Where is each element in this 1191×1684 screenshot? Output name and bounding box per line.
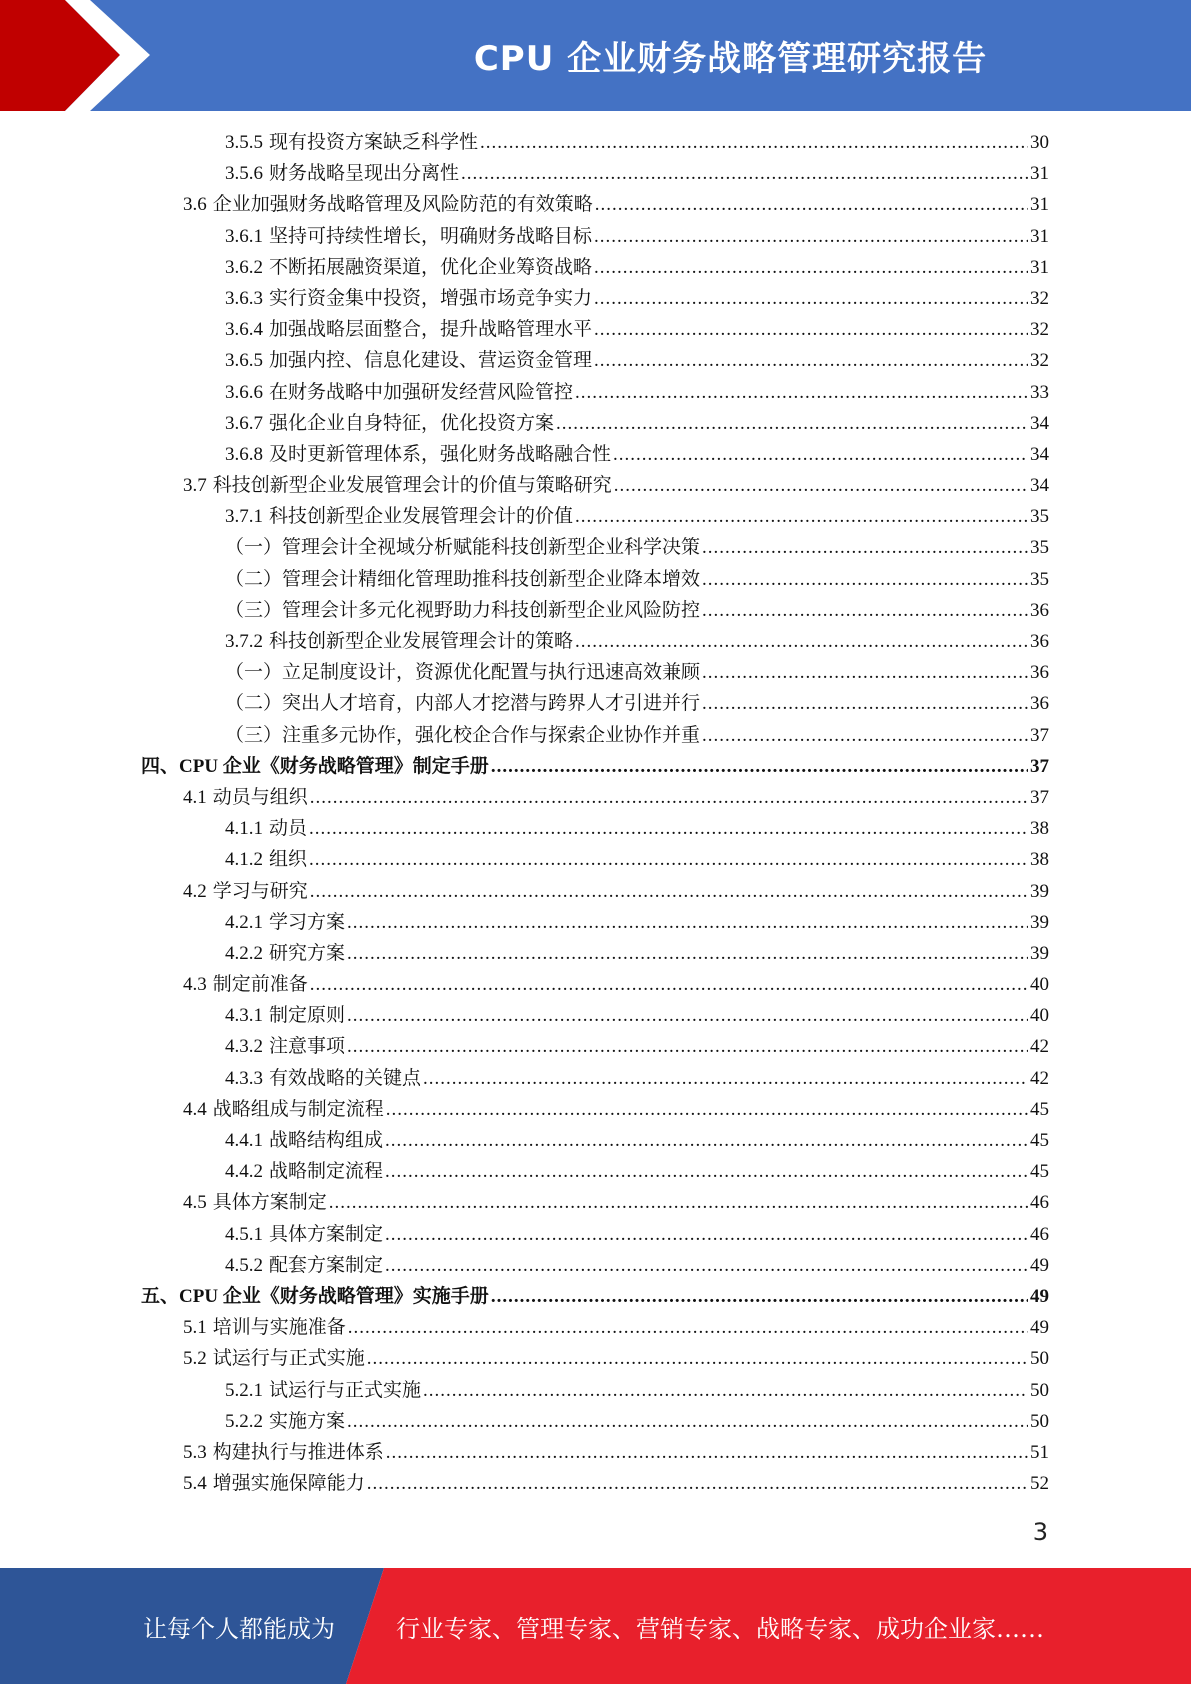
toc-entry[interactable] — [141, 158, 1049, 189]
toc-entry-page: 50 — [1030, 1348, 1049, 1370]
toc-leader-dots — [575, 501, 1028, 532]
toc-entry-number: 4.3.2 — [225, 1036, 263, 1058]
footer-slogan-right: 行业专家、管理专家、营销专家、战略专家、成功企业家…… — [396, 1614, 1044, 1643]
toc-leader-dots — [480, 127, 1028, 158]
toc-entry-title: 财务战略呈现出分离性 — [269, 163, 460, 185]
toc-leader-dots — [702, 564, 1028, 595]
toc-entry-page: 31 — [1030, 194, 1049, 216]
toc-entry-page: 34 — [1030, 412, 1049, 434]
toc-entry-title: 培训与实施准备 — [212, 1317, 346, 1339]
toc-entry-title: 学习方案 — [269, 911, 346, 933]
toc-entry-number: 4.5 — [183, 1192, 207, 1214]
toc-entry-title: （二）突出人才培育，内部人才挖潜与跨界人才引进并行 — [225, 693, 701, 715]
toc-entry-number: 4.4.2 — [225, 1161, 263, 1183]
toc-leader-dots — [491, 1281, 1028, 1312]
page-footer — [0, 1568, 1191, 1684]
toc-entry[interactable] — [141, 1063, 1049, 1094]
toc-entry-title: 学习与研究 — [212, 880, 308, 902]
toc-entry-page: 35 — [1030, 537, 1049, 559]
toc-entry-number: 3.6.2 — [225, 256, 263, 278]
toc-entry-title: （二）管理会计精细化管理助推科技创新型企业降本增效 — [225, 568, 701, 590]
toc-entry-page: 32 — [1030, 319, 1049, 341]
toc-entry-page: 49 — [1030, 1285, 1049, 1307]
table-of-contents — [141, 127, 1049, 1499]
toc-leader-dots — [348, 1312, 1028, 1343]
toc-leader-dots — [347, 938, 1028, 969]
toc-entry-page: 39 — [1030, 880, 1049, 902]
toc-entry-page: 36 — [1030, 631, 1049, 652]
toc-entry[interactable] — [141, 439, 1049, 470]
toc-entry-title: 加强内控、信息化建设、营运资金管理 — [269, 350, 593, 372]
toc-leader-dots — [423, 1375, 1028, 1406]
toc-leader-dots — [386, 1437, 1028, 1468]
toc-entry-number: 4.3 — [183, 974, 207, 996]
toc-leader-dots — [613, 439, 1028, 470]
toc-entry[interactable] — [141, 1250, 1049, 1281]
toc-leader-dots — [367, 1468, 1028, 1499]
toc-entry-number: 4.4.1 — [225, 1130, 263, 1151]
toc-entry-title: 制定原则 — [269, 1005, 346, 1027]
toc-leader-dots — [594, 283, 1028, 314]
toc-entry-title: 加强战略层面整合，提升战略管理水平 — [269, 319, 593, 341]
toc-entry-number: 3.7 — [183, 475, 207, 497]
toc-entry-title: 坚持可持续性增长，明确财务战略目标 — [269, 225, 593, 247]
toc-entry[interactable] — [141, 876, 1049, 907]
toc-entry-number: 3.7.1 — [225, 506, 263, 528]
toc-entry-title: 科技创新型企业发展管理会计的价值 — [269, 506, 574, 528]
toc-entry-page: 39 — [1030, 942, 1049, 964]
toc-leader-dots — [385, 1250, 1028, 1281]
toc-entry-page: 45 — [1030, 1130, 1049, 1151]
footer-slogan-left: 让每个人都能成为 — [143, 1614, 335, 1643]
toc-entry[interactable] — [141, 564, 1049, 595]
toc-entry[interactable] — [141, 377, 1049, 408]
toc-leader-dots — [423, 1063, 1028, 1094]
toc-leader-dots — [594, 221, 1028, 252]
toc-entry-page: 38 — [1030, 849, 1049, 871]
toc-leader-dots — [310, 969, 1028, 1000]
toc-entry[interactable] — [141, 1468, 1049, 1499]
toc-entry-title: 增强实施保障能力 — [212, 1473, 365, 1495]
toc-entry[interactable] — [141, 1343, 1049, 1374]
toc-leader-dots — [595, 189, 1028, 220]
toc-entry-number: 3.6.1 — [225, 225, 263, 247]
toc-entry-title: 战略制定流程 — [269, 1161, 384, 1183]
toc-entry[interactable] — [141, 314, 1049, 345]
toc-entry[interactable] — [141, 1125, 1049, 1156]
toc-leader-dots — [309, 844, 1028, 875]
toc-entry-page: 40 — [1030, 1005, 1049, 1027]
toc-entry-page: 38 — [1030, 818, 1049, 840]
toc-entry[interactable] — [141, 688, 1049, 719]
toc-entry-number: 3.6.5 — [225, 350, 263, 372]
toc-entry-number: 3.6 — [183, 194, 207, 216]
toc-leader-dots — [329, 1187, 1028, 1218]
toc-entry-number: 3.6.4 — [225, 319, 263, 341]
toc-entry[interactable] — [141, 813, 1049, 844]
toc-leader-dots — [310, 876, 1028, 907]
toc-entry-title: 在财务战略中加强研发经营风险管控 — [269, 381, 574, 403]
toc-entry-page: 35 — [1030, 506, 1049, 528]
toc-entry-title: 研究方案 — [269, 942, 346, 964]
toc-entry-title: 强化企业自身特征，优化投资方案 — [269, 412, 555, 434]
toc-entry-number: 5.2.1 — [225, 1379, 263, 1401]
toc-leader-dots — [385, 1156, 1028, 1187]
toc-leader-dots — [347, 1031, 1028, 1062]
toc-entry-number: 3.6.7 — [225, 412, 263, 434]
toc-entry[interactable] — [141, 720, 1049, 751]
toc-entry-title: 试运行与正式实施 — [269, 1379, 422, 1401]
toc-entry-page: 33 — [1030, 381, 1049, 403]
toc-leader-dots — [575, 626, 1028, 657]
toc-entry-page: 32 — [1030, 350, 1049, 372]
toc-entry-title: 实施方案 — [269, 1410, 346, 1432]
toc-entry[interactable] — [141, 1406, 1049, 1437]
toc-entry-page: 30 — [1030, 132, 1049, 153]
toc-leader-dots — [594, 314, 1028, 345]
toc-entry-number: 3.6.8 — [225, 443, 263, 465]
toc-entry-page: 31 — [1030, 163, 1049, 185]
toc-leader-dots — [367, 1343, 1028, 1374]
toc-entry-page: 40 — [1030, 974, 1049, 996]
toc-entry[interactable] — [141, 1437, 1049, 1468]
toc-entry[interactable] — [141, 1187, 1049, 1218]
toc-entry-page: 51 — [1030, 1441, 1049, 1463]
toc-entry-title: 动员与组织 — [212, 786, 308, 808]
toc-entry-number: 5.2.2 — [225, 1410, 263, 1432]
toc-entry-page: 34 — [1030, 475, 1049, 497]
toc-entry-number: 3.6.6 — [225, 381, 263, 403]
toc-entry-number: 4.5.2 — [225, 1254, 263, 1276]
toc-leader-dots — [385, 1125, 1028, 1156]
toc-entry[interactable] — [141, 751, 1049, 782]
toc-leader-dots — [614, 470, 1028, 501]
toc-entry[interactable] — [141, 408, 1049, 439]
toc-entry[interactable] — [141, 938, 1049, 969]
toc-entry-title: （一）管理会计全视域分析赋能科技创新型企业科学决策 — [225, 537, 701, 559]
toc-entry-title: 战略结构组成 — [269, 1130, 384, 1151]
toc-leader-dots — [461, 158, 1028, 189]
toc-entry-title: 动员 — [269, 818, 308, 840]
toc-entry-number: 5.4 — [183, 1473, 207, 1495]
toc-entry[interactable] — [141, 969, 1049, 1000]
toc-entry-title: 注意事项 — [269, 1036, 346, 1058]
toc-entry-page: 45 — [1030, 1098, 1049, 1120]
toc-entry[interactable] — [141, 221, 1049, 252]
toc-entry-title: 五、CPU 企业《财务战略管理》实施手册 — [141, 1285, 489, 1307]
toc-leader-dots — [385, 1219, 1028, 1250]
toc-entry-title: 战略组成与制定流程 — [212, 1098, 384, 1120]
document-title: CPU 企业财务战略管理研究报告 — [473, 39, 988, 79]
toc-entry-page: 45 — [1030, 1161, 1049, 1183]
page-number: 3 — [1032, 1518, 1048, 1546]
toc-entry-title: 科技创新型企业发展管理会计的策略 — [269, 631, 574, 652]
chevron-arrow-icon — [0, 0, 160, 111]
toc-leader-dots — [594, 252, 1028, 283]
toc-entry-page: 49 — [1030, 1317, 1049, 1339]
toc-entry-page: 37 — [1030, 755, 1049, 777]
toc-entry-number: 5.1 — [183, 1317, 207, 1339]
toc-leader-dots — [347, 1406, 1028, 1437]
toc-entry[interactable] — [141, 1312, 1049, 1343]
toc-entry[interactable] — [141, 626, 1049, 657]
toc-entry[interactable] — [141, 470, 1049, 501]
toc-entry-page: 37 — [1030, 786, 1049, 808]
toc-entry-title: 现有投资方案缺乏科学性 — [269, 132, 479, 153]
toc-entry[interactable] — [141, 283, 1049, 314]
toc-leader-dots — [386, 1094, 1028, 1125]
toc-entry-title: 构建执行与推进体系 — [212, 1441, 384, 1463]
toc-entry-page: 39 — [1030, 911, 1049, 933]
toc-entry-title: 试运行与正式实施 — [212, 1348, 365, 1370]
toc-leader-dots — [702, 720, 1028, 751]
toc-entry[interactable] — [141, 189, 1049, 220]
toc-entry-page: 49 — [1030, 1254, 1049, 1276]
toc-entry[interactable] — [141, 1219, 1049, 1250]
toc-entry[interactable] — [141, 501, 1049, 532]
toc-entry[interactable] — [141, 907, 1049, 938]
toc-entry-title: 具体方案制定 — [269, 1223, 384, 1245]
toc-entry[interactable] — [141, 1031, 1049, 1062]
toc-entry-title: 实行资金集中投资，增强市场竞争实力 — [269, 287, 593, 309]
toc-entry[interactable] — [141, 1156, 1049, 1187]
toc-leader-dots — [491, 751, 1028, 782]
toc-entry-number: 5.3 — [183, 1441, 207, 1463]
toc-entry[interactable] — [141, 1375, 1049, 1406]
toc-entry-number: 4.4 — [183, 1098, 207, 1120]
toc-entry-title: 配套方案制定 — [269, 1254, 384, 1276]
toc-entry-page: 31 — [1030, 256, 1049, 278]
toc-leader-dots — [310, 782, 1028, 813]
toc-entry-number: 3.5.6 — [225, 163, 263, 185]
toc-leader-dots — [575, 377, 1028, 408]
toc-leader-dots — [347, 907, 1028, 938]
toc-leader-dots — [702, 532, 1028, 563]
toc-entry-page: 50 — [1030, 1410, 1049, 1432]
toc-entry-number: 4.3.1 — [225, 1005, 263, 1027]
toc-entry-title: 及时更新管理体系，强化财务战略融合性 — [269, 443, 612, 465]
toc-entry[interactable] — [141, 532, 1049, 563]
toc-entry-title: 制定前准备 — [212, 974, 308, 996]
toc-entry-page: 46 — [1030, 1223, 1049, 1245]
toc-entry-page: 34 — [1030, 443, 1049, 465]
toc-entry-title: （三）管理会计多元化视野助力科技创新型企业风险防控 — [225, 599, 701, 621]
toc-leader-dots — [309, 813, 1028, 844]
toc-entry-title: 不断拓展融资渠道，优化企业筹资战略 — [269, 256, 593, 278]
toc-entry-page: 42 — [1030, 1067, 1049, 1089]
toc-leader-dots — [594, 345, 1028, 376]
toc-entry-title: 科技创新型企业发展管理会计的价值与策略研究 — [212, 475, 612, 497]
toc-entry-number: 5.2 — [183, 1348, 207, 1370]
toc-entry-number: 4.2 — [183, 880, 207, 902]
toc-entry-page: 50 — [1030, 1379, 1049, 1401]
toc-leader-dots — [702, 657, 1028, 688]
toc-entry-page: 52 — [1030, 1473, 1049, 1495]
toc-entry-page: 31 — [1030, 225, 1049, 247]
toc-entry-number: 4.5.1 — [225, 1223, 263, 1245]
toc-entry-number: 3.7.2 — [225, 631, 263, 652]
toc-entry-title: 组织 — [269, 849, 308, 871]
toc-leader-dots — [556, 408, 1028, 439]
toc-entry-number: 4.1.2 — [225, 849, 263, 871]
toc-entry-title: 有效战略的关键点 — [269, 1067, 422, 1089]
toc-entry-page: 32 — [1030, 287, 1049, 309]
toc-entry[interactable] — [141, 844, 1049, 875]
toc-entry[interactable] — [141, 127, 1049, 158]
toc-entry-title: 具体方案制定 — [212, 1192, 327, 1214]
toc-entry[interactable] — [141, 782, 1049, 813]
toc-entry-number: 4.1.1 — [225, 818, 263, 840]
toc-entry-page: 36 — [1030, 693, 1049, 715]
toc-entry-title: （三）注重多元协作，强化校企合作与探索企业协作并重 — [225, 724, 701, 746]
toc-entry-number: 4.2.1 — [225, 911, 263, 933]
toc-entry-number: 3.6.3 — [225, 287, 263, 309]
toc-entry[interactable] — [141, 1281, 1049, 1312]
toc-entry[interactable] — [141, 657, 1049, 688]
toc-entry-page: 46 — [1030, 1192, 1049, 1214]
toc-entry-title: 企业加强财务战略管理及风险防范的有效策略 — [212, 194, 593, 216]
toc-entry-number: 3.5.5 — [225, 132, 263, 153]
toc-entry[interactable] — [141, 345, 1049, 376]
toc-leader-dots — [702, 595, 1028, 626]
toc-entry[interactable] — [141, 252, 1049, 283]
toc-entry-title: （一）立足制度设计，资源优化配置与执行迅速高效兼顾 — [225, 662, 701, 684]
toc-entry[interactable] — [141, 1094, 1049, 1125]
toc-entry[interactable] — [141, 1000, 1049, 1031]
toc-entry-number: 4.3.3 — [225, 1067, 263, 1089]
toc-entry-number: 4.2.2 — [225, 942, 263, 964]
toc-entry-page: 37 — [1030, 724, 1049, 746]
toc-entry-page: 36 — [1030, 599, 1049, 621]
toc-entry-page: 35 — [1030, 568, 1049, 590]
toc-entry-page: 42 — [1030, 1036, 1049, 1058]
page-header — [0, 0, 1191, 111]
toc-entry[interactable] — [141, 595, 1049, 626]
toc-leader-dots — [702, 688, 1028, 719]
toc-entry-page: 36 — [1030, 662, 1049, 684]
toc-entry-title: 四、CPU 企业《财务战略管理》制定手册 — [141, 755, 489, 777]
toc-entry-number: 4.1 — [183, 786, 207, 808]
toc-leader-dots — [347, 1000, 1028, 1031]
